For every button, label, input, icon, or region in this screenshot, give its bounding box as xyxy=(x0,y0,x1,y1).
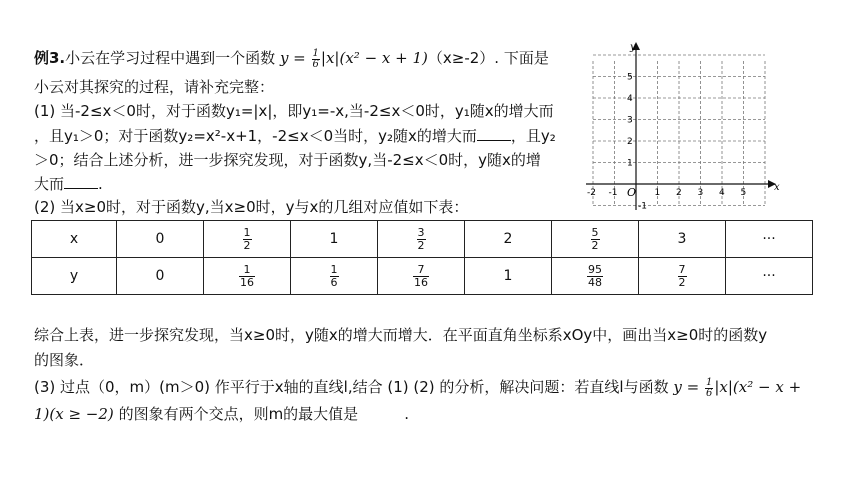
x-tick-label: 3 xyxy=(697,188,704,198)
function-expression: y = $\frac{1}{6}$ |x|(x² − x + 1) xyxy=(279,47,428,70)
problem-line-1 xyxy=(34,47,549,70)
table-fraction: $\frac{1}{6}$ xyxy=(330,262,338,289)
y-tick-label: 4 xyxy=(627,94,633,104)
fraction-one-sixth: $\frac{1}{6}$ xyxy=(312,47,319,70)
question-3-line-2: 1)(x ≥ −2) 的图象有两个交点，则m的最大值是 . xyxy=(34,405,409,423)
domain-condition: （x≥-2）. 下面是 xyxy=(427,49,549,67)
table-x-cell: 1 xyxy=(291,221,378,258)
table-y-cell xyxy=(291,258,378,295)
y-tick-label: 2 xyxy=(627,137,633,147)
table-header-x: x xyxy=(32,221,117,258)
x-axis-label: x xyxy=(774,182,780,193)
function-expression-2: y = $\frac{1}{6}$ |x|(x² − x + xyxy=(673,376,802,399)
x-tick-label: -2 xyxy=(587,188,596,198)
table-y-cell xyxy=(378,258,465,295)
table-x-cell: 3 xyxy=(639,221,726,258)
value-table xyxy=(31,220,813,295)
example-label: 例3. xyxy=(34,49,66,67)
table-fraction: $\frac{95}{48}$ xyxy=(588,262,602,289)
x-tick-label: 4 xyxy=(719,188,725,198)
problem-line-4: ，且y₁＞0；对于函数y₂=x²-x+1，-2≤x＜0当时，y₂随x的增大而 ，且y₂ xyxy=(34,127,556,145)
problem-line-7: (2) 当x≥0时，对于函数y,当x≥0时，y与x的几组对应值如下表： xyxy=(34,198,469,216)
answer-blank-2[interactable] xyxy=(64,174,98,189)
table-fraction: $\frac{1}{2}$ xyxy=(243,225,251,252)
answer-blank-1[interactable] xyxy=(477,126,511,141)
table-fraction: $\frac{7}{2}$ xyxy=(678,262,686,289)
problem-line-6: 大而 . xyxy=(34,175,103,193)
origin-label: O xyxy=(627,186,637,199)
coordinate-grid xyxy=(582,40,782,215)
analysis-line-1: 综合上表，进一步探究发现，当x≥0时，y随x的增大而增大．在平面直角坐标系xOy中，画出当x≥0时的函数y xyxy=(34,326,768,344)
table-row-x xyxy=(32,221,813,258)
table-y-cell xyxy=(639,258,726,295)
table-x-cell xyxy=(378,221,465,258)
table-y-cell: ··· xyxy=(726,258,813,295)
fraction-one-sixth-2: $\frac{1}{6}$ xyxy=(705,376,713,399)
y-tick-label: -1 xyxy=(638,201,647,212)
table-fraction: $\frac{3}{2}$ xyxy=(417,225,425,252)
table-x-cell xyxy=(204,221,291,258)
table-fraction: $\frac{5}{2}$ xyxy=(591,225,599,252)
table-y-cell: 0 xyxy=(117,258,204,295)
problem-line-3: (1) 当-2≤x＜0时，对于函数y₁=|x|，即y₁=-x,当-2≤x＜0时，y₁随x的增大而 xyxy=(34,102,554,120)
y-tick-label: 3 xyxy=(627,115,633,126)
y-axis-label: y xyxy=(630,42,636,53)
grid-lines xyxy=(593,55,765,206)
x-tick-label: -1 xyxy=(608,188,618,198)
analysis-line-2: 的图象． xyxy=(34,351,95,369)
table-x-cell: 0 xyxy=(117,221,204,258)
table-x-cell xyxy=(552,221,639,258)
table-y-cell xyxy=(552,258,639,295)
question-3-line-1: (3) 过点（0，m）(m＞0) 作平行于x轴的直线l,结合 (1) (2) 的分析，解决问题：若直线l与函数 y = $\frac{1}{6}$ |x|(x² − x + xyxy=(34,376,802,399)
table-x-cell: ··· xyxy=(726,221,813,258)
table-x-cell: 2 xyxy=(465,221,552,258)
table-row-y xyxy=(32,258,813,295)
y-tick-label: 5 xyxy=(627,72,633,83)
x-tick-label: 2 xyxy=(676,188,682,198)
problem-line-5: ＞0；结合上述分析，进一步探究发现，对于函数y,当-2≤x＜0时，y随x的增 xyxy=(34,151,541,169)
problem-line-2: 小云对其探究的过程，请补充完整： xyxy=(34,78,275,96)
intro-text: 小云在学习过程中遇到一个函数 xyxy=(65,49,276,67)
x-tick-label: 1 xyxy=(654,188,661,198)
table-fraction: $\frac{1}{16}$ xyxy=(240,262,254,289)
table-y-cell: 1 xyxy=(465,258,552,295)
table-y-cell xyxy=(204,258,291,295)
x-tick-label: 5 xyxy=(740,188,747,198)
y-tick-label: 1 xyxy=(627,158,633,169)
table-header-y: y xyxy=(32,258,117,295)
table-fraction: $\frac{7}{16}$ xyxy=(414,262,428,289)
